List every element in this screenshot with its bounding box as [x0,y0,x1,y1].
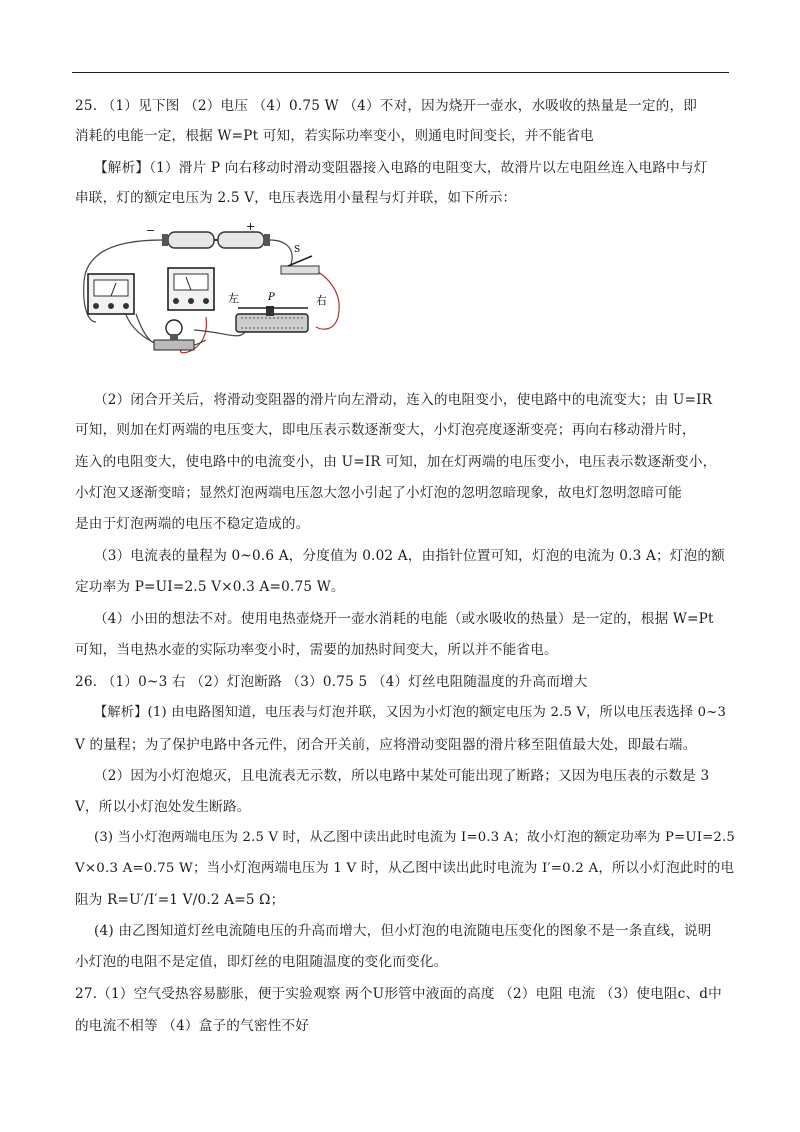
slider-p-label: P [268,292,275,303]
q26-analysis-4-line-1: (4) 由乙图知道灯丝电流随电压的升高而增大，但小灯泡的电流随电压变化的图象不是一条直线，说明 [94,923,712,939]
q26-analysis-3-line-3: 阻为 R=U′/I′=1 V/0.2 A=5 Ω； [75,892,285,908]
q26-analysis-2-line-2: V，所以小灯泡处发生断路。 [75,799,251,815]
header-rule [72,72,729,73]
rheostat-icon [236,306,308,332]
q26-analysis-1-line-2: V 的量程；为了保护电路中各元件，闭合开关前，应将滑动变阻器的滑片移至阻值最大处，即最右端。 [75,737,697,753]
minus-sign: − [146,224,156,237]
voltmeter-icon [168,268,214,310]
q25-part2-line-3: 连入的电阻变大，使电路中的电流变小，由 U=IR 可知，加在灯两端的电压变小，电压表示数逐渐变小， [75,454,717,470]
q25-part4-line-1: （4）小田的想法不对。使用电热壶烧开一壶水消耗的电能（或水吸收的热量）是一定的，根据 W=Pt [94,611,714,627]
plus-sign: + [246,222,256,233]
q25-answer-line-2: 消耗的电能一定，根据 W=Pt 可知，若实际功率变小，则通电时间变长，并不能省电 [75,128,594,144]
q27-answer-line-2: 的电流不相等 （4）盒子的气密性不好 [75,1018,310,1034]
q25-analysis-line-1: 【解析】（1）滑片 P 向右移动时滑动变阻器接入电路的电阻变大，故滑片以左电阻丝连入电路中与灯 [94,160,708,176]
q26-analysis-3-line-2: V×0.3 A=0.75 W；当小灯泡两端电压为 1 V 时，从乙图中读出此时电流为 I′=0.2 A，所以小灯泡此时的电 [75,861,735,876]
q25-part2-line-5: 是由于灯泡两端的电压不稳定造成的。 [75,516,310,532]
rheostat-left-label: 左 [228,292,239,305]
q25-part3-line-2: 定功率为 P=UI=2.5 V×0.3 A=0.75 W。 [75,579,345,595]
switch-label: S [294,245,301,255]
q25-part2-line-1: （2）闭合开关后，将滑动变阻器的滑片向左滑动，连入的电阻变小，使电路中的电流变大；由 U=IR [94,392,713,408]
q25-part4-line-2: 可知，当电热水壶的实际功率变小时，需要的加热时间变大，所以并不能省电。 [75,642,558,658]
battery-icon [162,232,270,248]
q26-analysis-2-line-1: （2）因为小灯泡熄灭，且电流表无示数，所以电路中某处可能出现了断路；又因为电压表的示数是 3 [94,768,710,784]
q25-part2-line-4: 小灯泡又逐渐变暗；显然灯泡两端电压忽大忽小引起了小灯泡的忽明忽暗现象，故电灯忽明忽暗可能 [75,485,682,501]
rheostat-right-label: 右 [316,294,327,307]
q25-analysis-line-2: 串联，灯的额定电压为 2.5 V，电压表选用小量程与灯并联，如下所示： [75,190,517,206]
lamp-icon [154,320,194,350]
q25-part3-line-1: （3）电流表的量程为 0~0.6 A，分度值为 0.02 A，由指针位置可知，灯泡的电流为 0.3 A；灯泡的额 [94,548,725,564]
q25-part2-line-2: 可知，则加在灯两端的电压变大，即电压表示数逐渐变大，小灯泡亮度逐渐变亮；再向右移动滑片时， [75,422,696,438]
circuit-diagram [76,222,356,367]
q26-analysis-1-line-1: 【解析】(1) 由电路图知道，电压表与灯泡并联，又因为小灯泡的额定电压为 2.5 V，所以电压表选择 0~3 [94,705,727,720]
q27-answer-line-1: 27.（1）空气受热容易膨胀，便于实验观察 两个U形管中液面的高度 （2）电阻 电流 （3）使电阻c、d中 [75,986,722,1002]
q26-analysis-4-line-2: 小灯泡的电阻不是定值，即灯丝的电阻随温度的变化而变化。 [75,954,448,970]
q26-analysis-3-line-1: (3) 当小灯泡两端电压为 2.5 V 时，从乙图中读出此时电流为 I=0.3 A；故小灯泡的额定功率为 P=UI=2.5 [94,830,735,845]
ammeter-icon [88,274,134,314]
q26-answer-line: 26. （1）0~3 右 （2）灯泡断路 （3）0.75 5 （4）灯丝电阻随温度的升高而增大 [75,674,588,690]
switch-icon [281,256,319,274]
q25-answer-line-1: 25. （1）见下图 （2）电压 （4）0.75 W （4）不对，因为烧开一壶水，水吸收的热量是一定的，即 [75,98,698,114]
